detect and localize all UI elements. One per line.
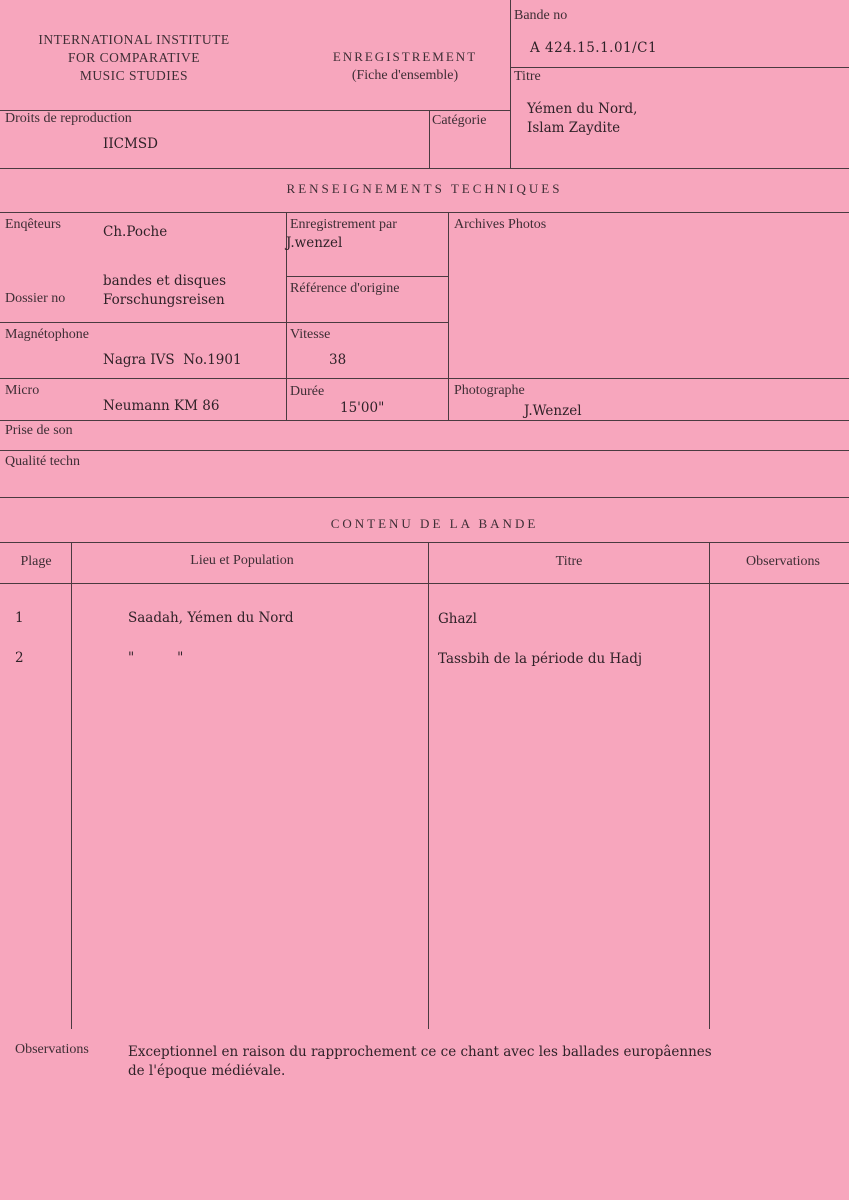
- micro-value: Neumann KM 86: [103, 398, 220, 414]
- titre-value-line-1: Yémen du Nord,: [527, 101, 638, 117]
- duree-value: 15'00": [340, 400, 385, 416]
- divider: [287, 276, 448, 277]
- divider: [0, 420, 849, 421]
- observations-text-line-2: de l'époque médiévale.: [128, 1063, 286, 1079]
- section-title-contenu: CONTENU DE LA BANDE: [330, 516, 539, 531]
- dossier-value-line-1: bandes et disques: [103, 273, 227, 289]
- divider: [0, 322, 449, 323]
- vitesse-label: Vitesse: [290, 327, 331, 342]
- droits-value: IICMSD: [103, 136, 158, 152]
- observations-label: Observations: [15, 1042, 89, 1057]
- duree-label: Durée: [290, 384, 325, 399]
- column-header-observations: Observations: [746, 554, 820, 569]
- divider: [448, 212, 449, 420]
- institute-name-line-1: INTERNATIONAL INSTITUTE: [38, 32, 230, 47]
- qualite-techn-label: Qualité techn: [5, 454, 81, 469]
- divider: [0, 168, 849, 169]
- column-header-lieu: Lieu et Population: [190, 553, 294, 568]
- divider: [0, 497, 849, 498]
- magnetophone-value: Nagra IVS No.1901: [103, 352, 242, 368]
- form-subtitle: (Fiche d'ensemble): [351, 68, 459, 83]
- enregistrement-par-label: Enregistrement par: [290, 217, 397, 232]
- divider: [428, 542, 429, 1029]
- column-header-titre: Titre: [555, 554, 583, 569]
- row-lieu: " ": [128, 650, 184, 666]
- archives-photos-label: Archives Photos: [454, 217, 547, 232]
- enregistrement-par-value: J.wenzel: [286, 235, 343, 251]
- observations-text-line-1: Exceptionnel en raison du rapprochement ce ce chant avec les ballades europâennes: [128, 1044, 712, 1060]
- bande-no-label: Bande no: [514, 8, 568, 23]
- divider: [510, 0, 511, 168]
- section-title-tech: RENSEIGNEMENTS TECHNIQUES: [286, 181, 563, 196]
- reference-label: Référence d'origine: [290, 281, 400, 296]
- vitesse-value: 38: [329, 352, 347, 368]
- column-header-plage: Plage: [20, 554, 52, 569]
- enqueteurs-label: Enqêteurs: [5, 217, 61, 232]
- dossier-label: Dossier no: [5, 291, 66, 306]
- divider: [71, 542, 72, 1029]
- row-plage: 1: [15, 610, 24, 626]
- categorie-label: Catégorie: [432, 113, 487, 128]
- row-titre: Ghazl: [438, 611, 477, 627]
- divider: [0, 450, 849, 451]
- photographe-label: Photographe: [454, 383, 525, 398]
- titre-label: Titre: [514, 69, 541, 84]
- divider: [0, 542, 849, 543]
- institute-name-line-3: MUSIC STUDIES: [79, 68, 189, 83]
- droits-label: Droits de reproduction: [5, 111, 132, 126]
- form-title: ENREGISTREMENT: [332, 49, 478, 64]
- row-plage: 2: [15, 650, 24, 666]
- divider: [0, 378, 849, 379]
- bande-no-value: A 424.15.1.01/C1: [530, 40, 658, 56]
- divider: [0, 212, 849, 213]
- divider: [511, 67, 849, 68]
- photographe-value: J.Wenzel: [524, 403, 582, 419]
- institute-name-line-2: FOR COMPARATIVE: [68, 50, 200, 65]
- divider: [429, 110, 430, 168]
- divider: [709, 542, 710, 1029]
- micro-label: Micro: [5, 383, 40, 398]
- magnetophone-label: Magnétophone: [5, 327, 89, 342]
- dossier-value-line-2: Forschungsreisen: [103, 292, 225, 308]
- row-lieu: Saadah, Yémen du Nord: [128, 610, 294, 626]
- prise-de-son-label: Prise de son: [5, 423, 73, 438]
- titre-value-line-2: Islam Zaydite: [527, 120, 621, 136]
- enqueteurs-value: Ch.Poche: [103, 224, 168, 240]
- divider: [0, 583, 849, 584]
- row-titre: Tassbih de la période du Hadj: [438, 651, 643, 667]
